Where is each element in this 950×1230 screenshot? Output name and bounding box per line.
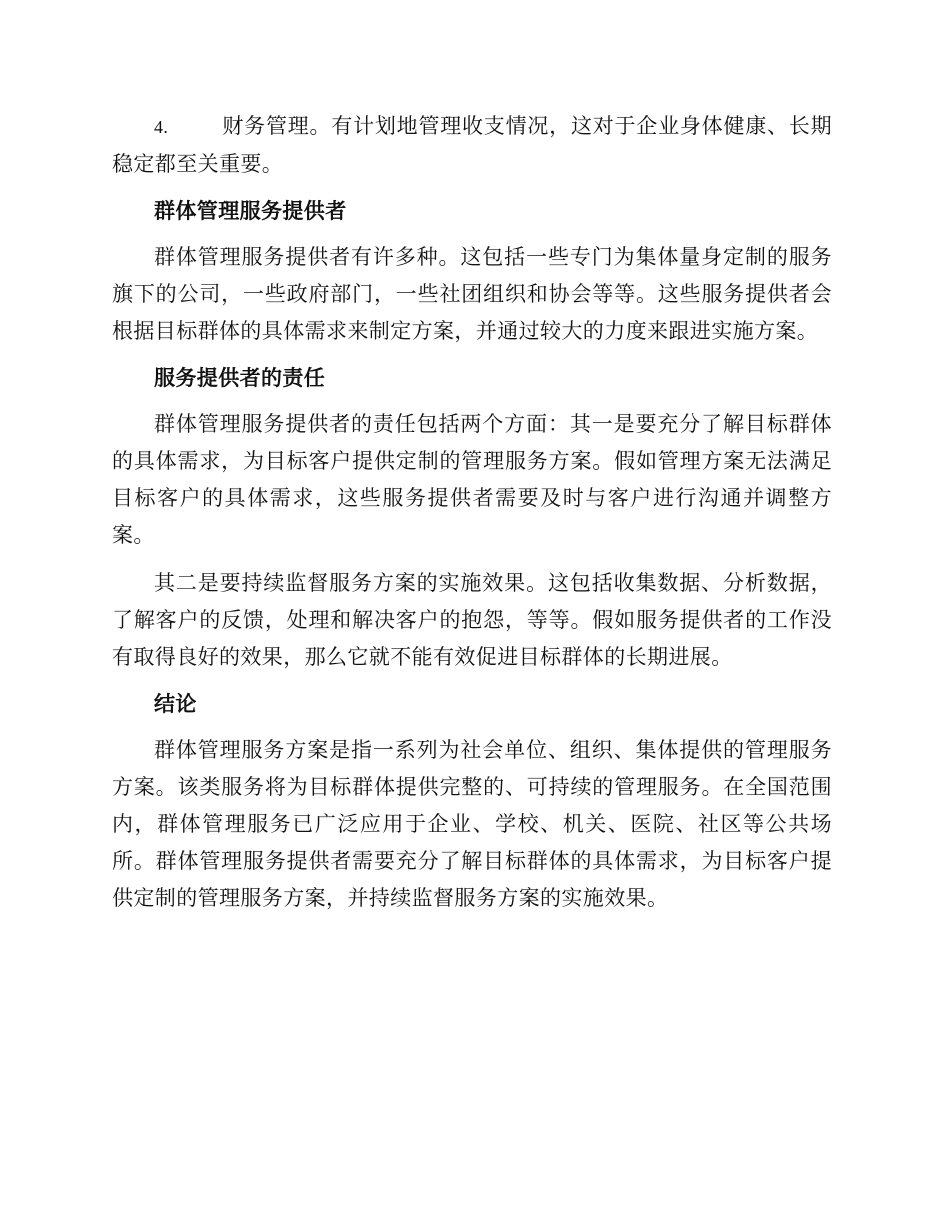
paragraph-conclusion: 群体管理服务方案是指一系列为社会单位、组织、集体提供的管理服务方案。该类服务将为目标群体提供完整的、可持续的管理服务。在全国范围内，群体管理服务已广泛应用于企业、学校、机关、医院、社区等公共场所。群体管理服务提供者需要充分了解目标群体的具体需求，为目标客户提供定制的管理服务方案，并持续监督服务方案的实施效果。: [112, 738, 832, 910]
document-body: [112, 108, 832, 928]
section-heading-conclusion: 结论: [154, 692, 197, 716]
section-heading-providers: 群体管理服务提供者: [154, 199, 347, 223]
list-item-financial-management: [112, 108, 832, 183]
paragraph-responsibility-2: 其二是要持续监督服务方案的实施效果。这包括收集数据、分析数据，了解客户的反馈，处理和解决客户的抱怨，等等。假如服务提供者的工作没有取得良好的效果，那么它就不能有效促进目标群体的长期进展。: [112, 571, 832, 669]
paragraph-providers: 群体管理服务提供者有许多种。这包括一些专门为集体量身定制的服务旗下的公司，一些政府部门，一些社团组织和协会等等。这些服务提供者会根据目标群体的具体需求来制定方案，并通过较大的力度来跟进实施方案。: [112, 245, 832, 343]
section-heading-responsibility: 服务提供者的责任: [154, 366, 326, 390]
list-item-text: 财务管理。有计划地管理收支情况，这对于企业身体健康、长期稳定都至关重要。: [112, 114, 832, 176]
list-item-number: 4.: [154, 117, 169, 137]
paragraph-responsibility-1: 群体管理服务提供者的责任包括两个方面：其一是要充分了解目标群体的具体需求，为目标客户提供定制的管理服务方案。假如管理方案无法满足目标客户的具体需求，这些服务提供者需要及时与客户进行沟通并调整方案。: [112, 412, 832, 547]
